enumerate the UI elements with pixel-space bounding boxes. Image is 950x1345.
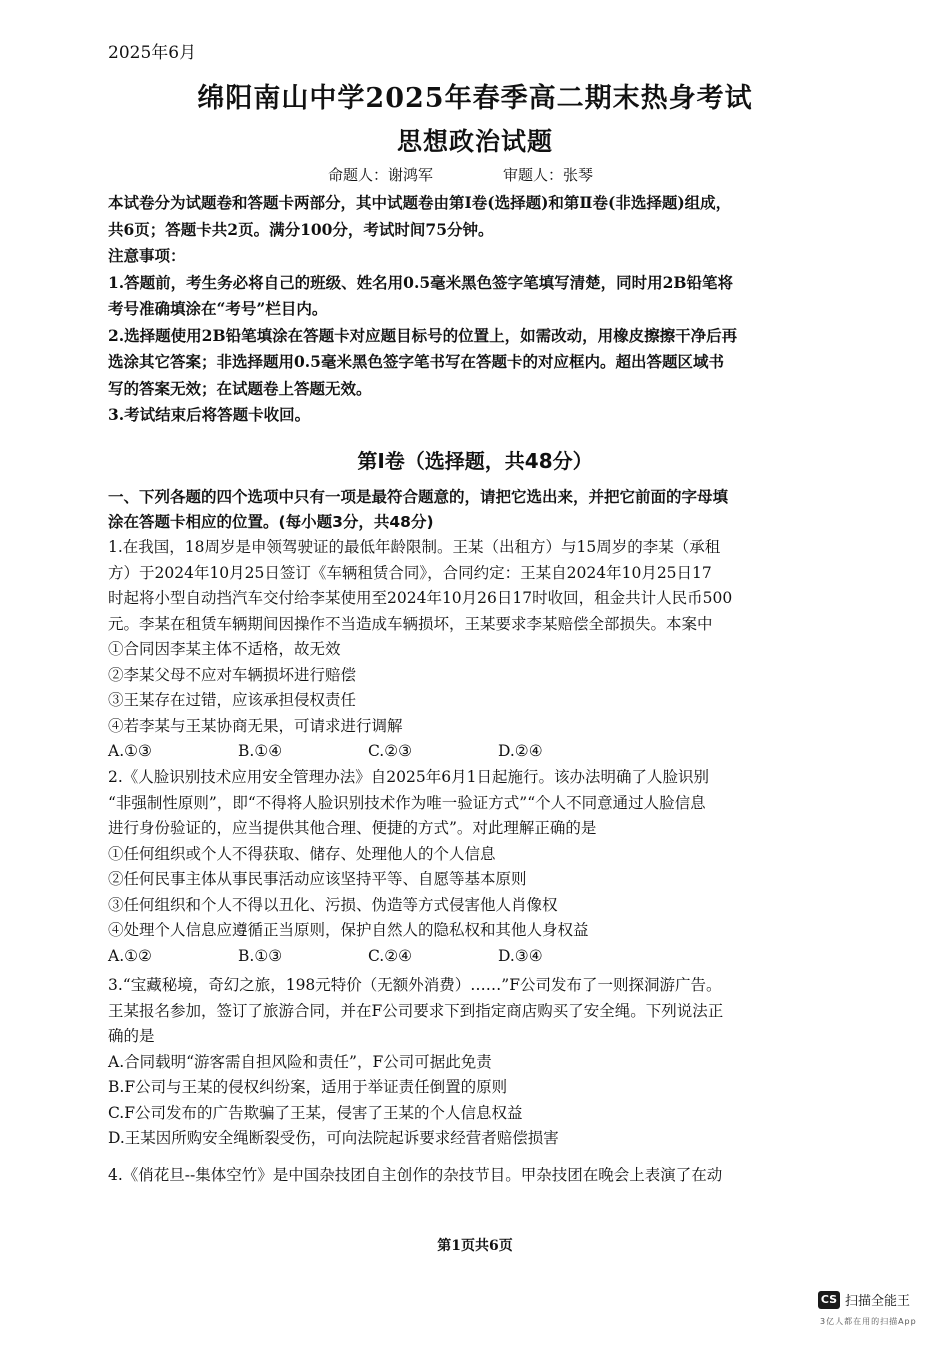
authors-line xyxy=(328,164,663,185)
question-text: 4.《俏花旦--集体空竹》是中国杂技团自主创作的杂技节目。甲杂技团在晚会上表演了在动 xyxy=(108,1166,723,1184)
question-text: 时起将小型自动挡汽车交付给李某使用至2024年10月26日17时收回，租金共计人民币500 xyxy=(108,589,733,607)
question-text: 2.《人脸识别技术应用安全管理办法》自2025年6月1日起施行。该办法明确了人脸识别 xyxy=(108,768,709,786)
option-b: B.①③ xyxy=(238,946,283,965)
option-a: A.①② xyxy=(108,946,152,965)
page-footer: 第1页共6页 xyxy=(437,1238,513,1254)
question-text: 1.在我国，18周岁是申领驾驶证的最低年龄限制。王某（出租方）与15周岁的李某（承租 xyxy=(108,538,721,556)
question-text: 3.“宝藏秘境，奇幻之旅，198元特价（无额外消费）……”F公司发布了一则探洞游广告。 xyxy=(108,976,722,994)
option-c: C.②③ xyxy=(368,742,413,760)
notice-item: 3.考试结束后将答题卡收回。 xyxy=(108,405,311,424)
option-b: B.①④ xyxy=(238,742,283,760)
question-2 xyxy=(108,765,864,969)
notice-item: 1.答题前，考生务必将自己的班级、姓名用0.5毫米黑色签字笔填写清楚，同时用2B铅笔将 xyxy=(108,272,734,292)
part-instructions xyxy=(108,485,864,535)
question-text: 王某报名参加，签订了旅游合同，并在F公司要求下到指定商店购买了安全绳。下列说法正 xyxy=(108,1001,724,1020)
reviewer: 审题人：张琴 xyxy=(503,166,594,184)
notice-item: 考号准确填涂在“考号”栏目内。 xyxy=(108,299,328,318)
exam-date: 2025年6月 xyxy=(108,43,197,63)
statement: ④处理个人信息应遵循正当原则，保护自然人的隐私权和其他人身权益 xyxy=(108,921,589,939)
author: 命题人：谢鸿军 xyxy=(328,166,434,184)
section-heading: 第Ⅰ卷（选择题，共48分） xyxy=(357,449,593,473)
option-d: D.王某因所购安全绳断裂受伤，可向法院起诉要求经营者赔偿损害 xyxy=(108,1129,559,1147)
option-b: B.F公司与王某的侵权纠纷案，适用于举证责任倒置的原则 xyxy=(108,1078,508,1096)
notice-item: 选涂其它答案；非选择题用0.5毫米黑色签字笔书写在答题卡的对应框内。超出答题区域书 xyxy=(108,352,724,371)
notice-title: 注意事项： xyxy=(108,246,186,265)
option-d: D.③④ xyxy=(498,946,543,965)
option-c: C.F公司发布的广告欺骗了王某，侵害了王某的个人信息权益 xyxy=(108,1103,523,1122)
statement: ①合同因李某主体不适格，故无效 xyxy=(108,640,341,658)
question-text: “非强制性原则”，即“不得将人脸识别技术作为唯一验证方式”“个人不同意通过人脸信息 xyxy=(108,793,706,812)
statement: ③任何组织和个人不得以丑化、污损、伪造等方式侵害他人肖像权 xyxy=(108,895,558,914)
watermark-subtitle: 3亿人都在用的扫描App xyxy=(820,1317,917,1326)
question-text: 方）于2024年10月25日签订《车辆租赁合同》，合同约定：王某自2024年10月25日17 xyxy=(108,563,712,582)
option-a: A.①③ xyxy=(108,742,152,760)
question-3 xyxy=(108,973,864,1152)
notice-item: 2.选择题使用2B铅笔填涂在答题卡对应题目标号的位置上，如需改动，用橡皮擦擦干净后再 xyxy=(108,325,738,345)
scanner-watermark xyxy=(818,1290,910,1309)
option-a: A.合同载明“游客需自担风险和责任”，F公司可据此免责 xyxy=(108,1052,492,1071)
question-text: 确的是 xyxy=(108,1027,155,1045)
statement: ②李某父母不应对车辆损坏进行赔偿 xyxy=(108,665,357,684)
exam-subtitle: 思想政治试题 xyxy=(396,127,553,156)
question-text: 元。李某在租赁车辆期间因操作不当造成车辆损坏，王某要求李某赔偿全部损失。本案中 xyxy=(108,614,713,633)
statement: ③王某存在过错，应该承担侵权责任 xyxy=(108,691,357,709)
question-4 xyxy=(108,1163,864,1189)
question-1 xyxy=(108,535,864,765)
option-d: D.②④ xyxy=(498,742,543,760)
option-c: C.②④ xyxy=(368,946,413,965)
statement: ②任何民事主体从事民事活动应该坚持平等、自愿等基本原则 xyxy=(108,870,527,888)
part-line: 涂在答题卡相应的位置。(每小题3分，共48分) xyxy=(108,513,434,531)
exam-title: 绵阳南山中学2025年春季高二期末热身考试 xyxy=(197,83,753,114)
options-row xyxy=(108,739,864,765)
notice-item: 写的答案无效；在试题卷上答题无效。 xyxy=(108,378,372,398)
statement: ④若李某与王某协商无果，可请求进行调解 xyxy=(108,716,403,735)
watermark-name: 扫描全能王 xyxy=(845,1294,911,1309)
intro-block xyxy=(108,190,860,429)
question-text: 进行身份验证的，应当提供其他合理、便捷的方式”。对此理解正确的是 xyxy=(108,819,597,837)
options-row xyxy=(108,944,864,970)
cs-logo-icon: CS xyxy=(818,1291,840,1309)
intro-line: 本试卷分为试题卷和答题卡两部分，其中试题卷由第Ⅰ卷(选择题)和第Ⅱ卷(非选择题)组成， xyxy=(108,193,732,212)
part-line: 一、下列各题的四个选项中只有一项是最符合题意的，请把它选出来，并把它前面的字母填 xyxy=(108,488,729,506)
statement: ①任何组织或个人不得获取、储存、处理他人的个人信息 xyxy=(108,844,496,863)
intro-line: 共6页；答题卡共2页。满分100分，考试时间75分钟。 xyxy=(108,219,494,239)
